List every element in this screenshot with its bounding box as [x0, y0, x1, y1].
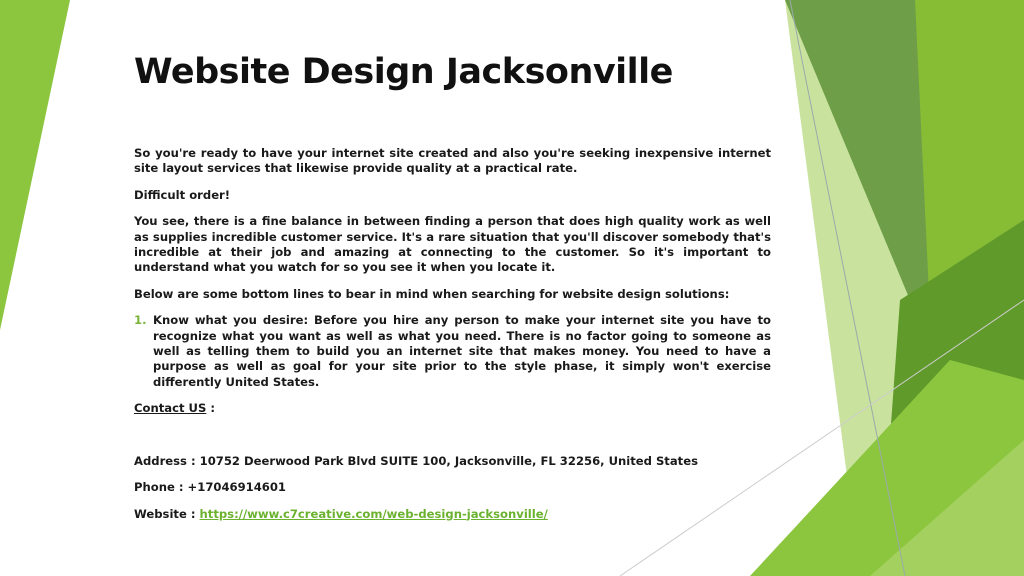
- list-item-number: 1.: [134, 313, 147, 328]
- left-green-shape: [0, 0, 70, 330]
- phone-line: Phone : +17046914601: [134, 480, 286, 495]
- page-title: Website Design Jacksonville: [134, 52, 673, 92]
- intro-paragraph: So you're ready to have your internet site created and also you're seeking inexpensive internet site layout services that likewise provide quality at a practical rate.: [134, 146, 771, 176]
- tips-list: [134, 313, 771, 390]
- bottom-lines-paragraph: Below are some bottom lines to bear in mind when searching for website design solutions:: [134, 286, 730, 301]
- contact-suffix: :: [206, 401, 215, 416]
- list-item-text: Know what you desire: Before you hire any person to make your internet site you have to recognize what you want as well as what you need. There is no factor going to someone as well as telling them to build you an internet site that makes money. You need to have a purpose as well as goal for your site prior to the style phase, it simply won't exercise differently United States.: [153, 313, 771, 389]
- contact-line: [134, 401, 771, 416]
- content-body: [134, 146, 771, 533]
- list-item: [134, 313, 771, 390]
- contact-us-link[interactable]: Contact US: [134, 401, 207, 416]
- spacer: [134, 428, 771, 454]
- website-label: Website :: [134, 506, 200, 521]
- website-line: [134, 507, 771, 522]
- address-line: Address : 10752 Deerwood Park Blvd SUITE 100, Jacksonville, FL 32256, United States: [134, 453, 698, 468]
- website-link[interactable]: https://www.c7creative.com/web-design-jacksonville/: [199, 506, 548, 521]
- difficult-order-paragraph: Difficult order!: [134, 187, 231, 202]
- balance-paragraph: You see, there is a fine balance in between finding a person that does high quality work as well as supplies incredible customer service. It's a rare situation that you'll discover somebody that's incredible at their job and amazing at connecting to the customer. So it's important to understand what you watch for so you see it when you locate it.: [134, 214, 771, 275]
